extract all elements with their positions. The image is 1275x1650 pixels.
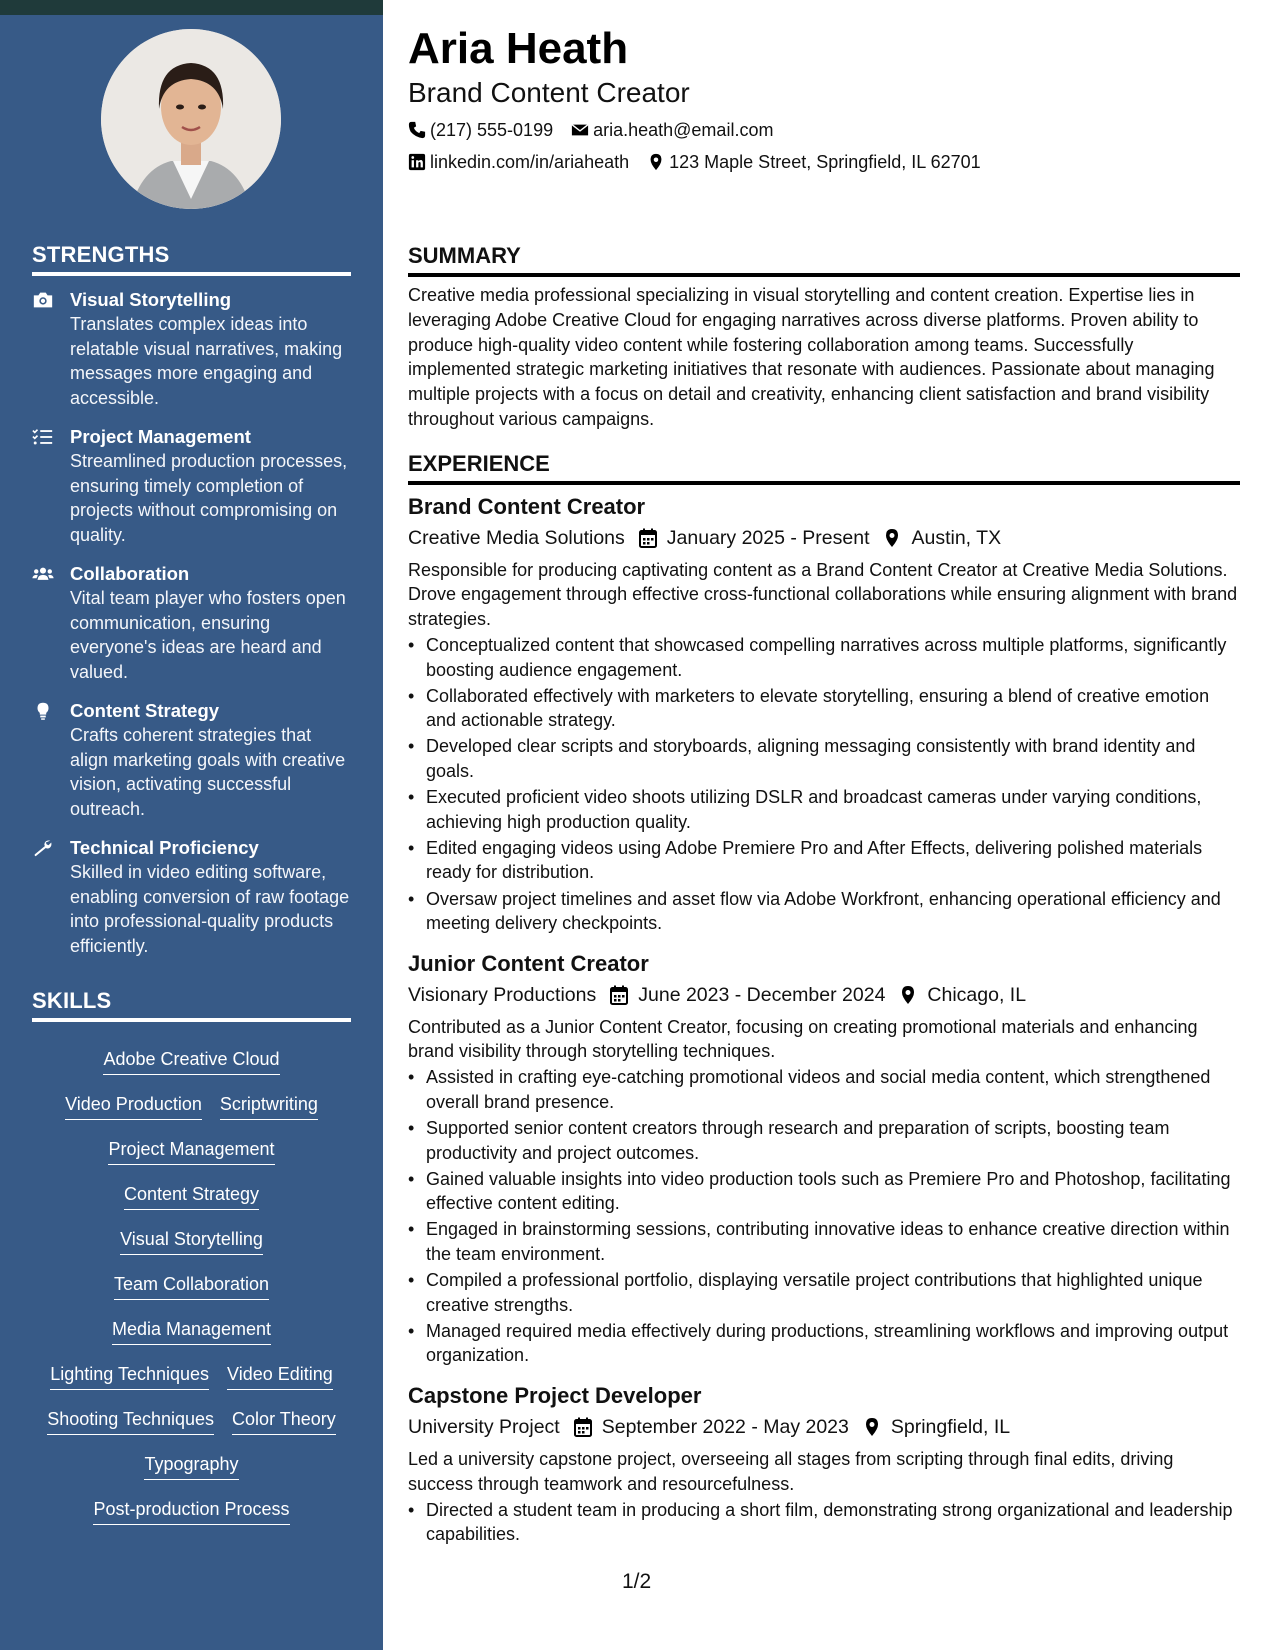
- strength-title: Content Strategy: [70, 700, 220, 721]
- bullet-item: • Compiled a professional portfolio, displaying versatile project contributions that highlighted unique creative strengths.: [408, 1268, 1240, 1317]
- skill-tag: Color Theory: [232, 1407, 336, 1435]
- sidebar: [0, 15, 383, 1650]
- job-entry: [408, 1382, 1240, 1547]
- summary-heading: SUMMARY: [408, 242, 1240, 277]
- map-pin-icon: [883, 528, 901, 548]
- bullet-item: • Engaged in brainstorming sessions, contributing innovative ideas to enhance creative direction within the team environment.: [408, 1217, 1240, 1266]
- envelope-icon: [571, 121, 589, 139]
- job-description: Led a university capstone project, overseeing all stages from scripting through final edits, driving success through teamwork and resourcefulness.: [408, 1449, 1174, 1494]
- map-pin-icon: [647, 153, 665, 171]
- contact-linkedin: linkedin.com/in/ariaheath: [408, 150, 629, 174]
- contact-email: aria.heath@email.com: [571, 118, 773, 142]
- skill-tag: Adobe Creative Cloud: [103, 1047, 279, 1075]
- contact-phone: (217) 555-0199: [408, 118, 553, 142]
- job-bullets: [408, 1498, 1240, 1547]
- skill-tag: Project Management: [108, 1137, 274, 1165]
- calendar-icon: [574, 1417, 592, 1437]
- summary-text: Creative media professional specializing in visual storytelling and content creation. Expertise lies in leveraging Adobe Creative Cloud for engaging narratives across diverse platforms. Proven ability to produce high-quality video content while fostering collaboration among teams. Successfully implemented strategic marketing initiatives that resonate with audiences. Passionate about managing multiple projects with a focus on detail and creativity, enhancing client satisfaction and brand visibility throughout various campaigns.: [408, 285, 1215, 429]
- job-description: Responsible for producing captivating content as a Brand Content Creator at Creative Media Solutions. Drove engagement through effective cross-functional collaborations while ensuring alignment with brand strategies.: [408, 559, 1238, 629]
- avatar: [101, 29, 281, 209]
- strength-desc: Vital team player who fosters open communication, ensuring everyone's ideas are heard and valued.: [70, 588, 346, 682]
- job-location: Austin, TX: [883, 524, 1001, 552]
- job-bullets: [408, 633, 1240, 936]
- contact-row: [408, 118, 1240, 142]
- job-meta: [408, 1413, 1240, 1441]
- job-description: Contributed as a Junior Content Creator, focusing on creating promotional materials and enhancing brand visibility through storytelling techniques.: [408, 1016, 1198, 1062]
- strengths-list: [32, 288, 352, 973]
- bullet-item: • Collaborated effectively with marketers to elevate storytelling, ensuring a blend of creative emotion and actionable strategy.: [408, 684, 1240, 733]
- strength-title: Visual Storytelling: [70, 289, 232, 310]
- job-location: Chicago, IL: [899, 981, 1026, 1009]
- contact-address: 123 Maple Street, Springfield, IL 62701: [647, 150, 981, 174]
- main-content: [408, 24, 1240, 1547]
- strength-item: [32, 562, 352, 684]
- job-company: Visionary Productions: [408, 983, 597, 1006]
- skill-tag: Media Management: [112, 1317, 271, 1345]
- job-title: Junior Content Creator: [408, 950, 649, 976]
- skill-tag: Typography: [144, 1452, 238, 1480]
- linkedin-icon: [408, 153, 426, 171]
- calendar-icon: [639, 528, 657, 548]
- job-dates: September 2022 - May 2023: [574, 1413, 849, 1441]
- bullet-item: • Managed required media effectively during productions, streamlining workflows and improving output organization.: [408, 1319, 1240, 1368]
- job-title: Capstone Project Developer: [408, 1383, 702, 1408]
- strength-item: [32, 699, 352, 821]
- phone-icon: [408, 121, 426, 139]
- map-pin-icon: [863, 1417, 881, 1437]
- bullet-item: • Developed clear scripts and storyboards, aligning messaging consistently with brand identity and goals.: [408, 734, 1240, 783]
- users-icon: [32, 562, 70, 684]
- page-number: 1/2: [622, 1570, 652, 1593]
- strength-title: Technical Proficiency: [70, 837, 259, 858]
- job-company: University Project: [408, 1416, 560, 1438]
- wrench-icon: [32, 836, 70, 958]
- strengths-heading: STRENGTHS: [32, 242, 351, 276]
- job-entry: [408, 493, 1240, 936]
- strength-desc: Translates complex ideas into relatable visual narratives, making messages more engaging and accessible.: [70, 314, 343, 408]
- strength-desc: Streamlined production processes, ensuring timely completion of projects without compromising on quality.: [70, 451, 348, 545]
- job-title: Brand Content Creator: [408, 493, 646, 519]
- contact-row: [408, 150, 1240, 174]
- skill-tag: Post-production Process: [93, 1497, 289, 1525]
- skill-tag: Shooting Techniques: [47, 1407, 214, 1435]
- job-dates: June 2023 - December 2024: [610, 981, 885, 1009]
- sidebar-top-band: [0, 0, 383, 15]
- skills-list: [32, 1047, 351, 1542]
- job-location: Springfield, IL: [863, 1413, 1010, 1441]
- skill-tag: Team Collaboration: [114, 1272, 269, 1300]
- bullet-item: • Executed proficient video shoots utilizing DSLR and broadcast cameras under varying conditions, achieving high production quality.: [408, 785, 1240, 834]
- job-meta: [408, 981, 1240, 1009]
- candidate-title: Brand Content Creator: [408, 77, 690, 108]
- bullet-item: • Gained valuable insights into video production tools such as Premiere Pro and Photoshop, facilitating effective content editing.: [408, 1167, 1240, 1216]
- candidate-name: Aria Heath: [408, 24, 629, 73]
- bullet-item: • Edited engaging videos using Adobe Premiere Pro and After Effects, delivering polished materials ready for distribution.: [408, 836, 1240, 885]
- strength-item: [32, 288, 352, 410]
- skill-tag: Video Production: [65, 1092, 202, 1120]
- strength-desc: Crafts coherent strategies that align marketing goals with creative vision, activating successful outreach.: [70, 725, 346, 819]
- map-pin-icon: [899, 985, 917, 1005]
- skill-tag: Content Strategy: [124, 1182, 259, 1210]
- lightbulb-icon: [32, 699, 70, 821]
- strength-desc: Skilled in video editing software, enabling conversion of raw footage into professional-quality products efficiently.: [70, 862, 350, 956]
- strength-title: Project Management: [70, 426, 251, 447]
- strength-item: [32, 425, 352, 547]
- skill-tag: Video Editing: [227, 1362, 333, 1390]
- skills-heading: SKILLS: [32, 988, 351, 1022]
- skill-tag: Visual Storytelling: [120, 1227, 263, 1255]
- job-dates: January 2025 - Present: [639, 524, 870, 552]
- experience-heading: EXPERIENCE: [408, 450, 1240, 485]
- bullet-item: • Assisted in crafting eye-catching promotional videos and social media content, which strengthened overall brand presence.: [408, 1065, 1240, 1114]
- bullet-item: • Directed a student team in producing a short film, demonstrating strong organizational and leadership capabilities.: [408, 1498, 1240, 1547]
- job-company: Creative Media Solutions: [408, 526, 625, 549]
- skill-tag: Lighting Techniques: [50, 1362, 209, 1390]
- camera-icon: [32, 288, 70, 410]
- calendar-icon: [610, 985, 628, 1005]
- strength-item: [32, 836, 352, 958]
- job-entry: [408, 950, 1240, 1368]
- bullet-item: • Supported senior content creators through research and preparation of scripts, boosting team productivity and project outcomes.: [408, 1116, 1240, 1165]
- job-bullets: [408, 1065, 1240, 1368]
- task-list-icon: [32, 425, 70, 547]
- skill-tag: Scriptwriting: [220, 1092, 318, 1120]
- strength-title: Collaboration: [70, 563, 190, 584]
- bullet-item: • Conceptualized content that showcased compelling narratives across multiple platforms, significantly boosting audience engagement.: [408, 633, 1240, 682]
- job-meta: [408, 524, 1240, 552]
- bullet-item: • Oversaw project timelines and asset flow via Adobe Workfront, enhancing operational efficiency and meeting delivery checkpoints.: [408, 887, 1240, 936]
